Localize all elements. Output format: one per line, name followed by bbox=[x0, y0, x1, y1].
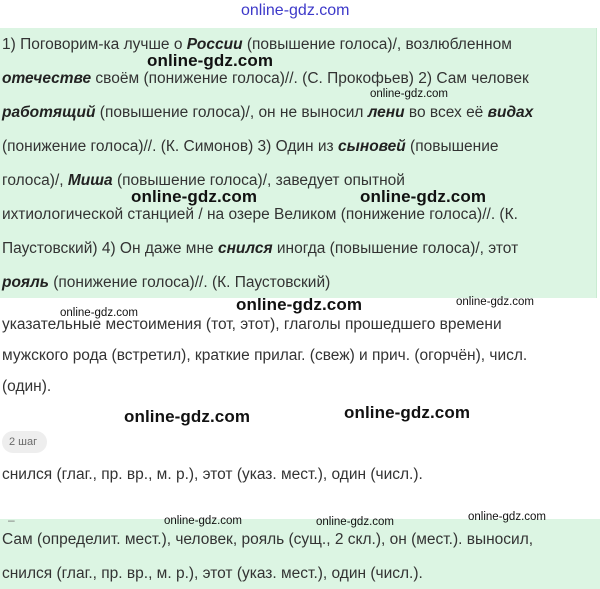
text-line bbox=[2, 530, 533, 550]
text-segment: (повышение голоса)/, он не выносил bbox=[95, 104, 368, 121]
watermark: online-gdz.com bbox=[316, 516, 394, 528]
text-segment: ихтиологической станцией / на озере Великом (понижение голоса)//. (К. bbox=[2, 206, 518, 223]
text-segment: своём (понижение голоса)//. (С. Прокофьев) 2) Сам человек bbox=[91, 70, 529, 87]
watermark: online-gdz.com bbox=[370, 88, 448, 100]
emphasized-word: работящий bbox=[2, 104, 96, 121]
text-line bbox=[2, 273, 330, 293]
emphasized-word: лени bbox=[367, 104, 405, 121]
step-marker: – bbox=[8, 513, 15, 527]
text-line bbox=[2, 239, 518, 259]
text-line bbox=[2, 103, 533, 123]
text-segment: (повышение голоса)/, заведует опытной bbox=[112, 172, 405, 189]
watermark: online-gdz.com bbox=[360, 187, 487, 206]
text-segment: (понижение голоса)//. (К. Симонов) 3) Один из bbox=[2, 138, 338, 155]
text-segment: (повышение голоса)/, возлюбленном bbox=[242, 36, 512, 53]
watermark: online-gdz.com bbox=[131, 187, 258, 206]
watermark: online-gdz.com bbox=[60, 307, 138, 319]
text-segment: снился (глаг., пр. вр., м. р.), этот (указ. мест.), один (числ.). bbox=[2, 466, 423, 483]
text-line bbox=[2, 465, 423, 485]
text-segment: (повышение bbox=[405, 138, 499, 155]
watermark: online-gdz.com bbox=[164, 515, 242, 527]
watermark: online-gdz.com bbox=[124, 407, 251, 426]
step-badge: 2 шаг bbox=[2, 431, 47, 453]
emphasized-word: снился bbox=[217, 240, 273, 257]
text-segment: снился (глаг., пр. вр., м. р.), этот (указ. мест.), один (числ.). bbox=[2, 565, 423, 582]
emphasized-word: сыновей bbox=[337, 138, 406, 155]
watermark: online-gdz.com bbox=[147, 51, 274, 70]
emphasized-word: отечестве bbox=[2, 70, 92, 87]
text-segment: указательные местоимения (тот, этот), глаголы прошедшего времени bbox=[2, 316, 502, 333]
text-segment: иногда (повышение голоса)/, этот bbox=[272, 240, 519, 257]
text-line bbox=[2, 346, 527, 366]
watermark: online-gdz.com bbox=[468, 511, 546, 523]
header-watermark[interactable]: online-gdz.com bbox=[241, 2, 350, 19]
text-segment: голоса)/, bbox=[2, 172, 68, 189]
text-segment: во всех её bbox=[404, 104, 488, 121]
text-segment: (один). bbox=[2, 378, 52, 395]
text-segment: мужского рода (встретил), краткие прилаг. (свеж) и прич. (огорчён), числ. bbox=[2, 347, 528, 364]
watermark: online-gdz.com bbox=[236, 295, 363, 314]
emphasized-word: видах bbox=[487, 104, 534, 121]
text-segment: (понижение голоса)//. (К. Паустовский) bbox=[48, 274, 331, 291]
text-segment: 1) Поговорим-ка лучше о bbox=[2, 36, 187, 53]
text-line bbox=[2, 377, 51, 397]
watermark: online-gdz.com bbox=[456, 296, 534, 308]
text-line bbox=[2, 564, 423, 584]
text-line bbox=[2, 205, 518, 225]
emphasized-word: России bbox=[186, 36, 243, 53]
watermark: online-gdz.com bbox=[344, 403, 471, 422]
text-segment: Сам (определит. мест.), человек, рояль (сущ., 2 скл.), он (мест.). выносил, bbox=[2, 531, 534, 548]
text-line bbox=[2, 137, 499, 157]
text-segment: Паустовский) 4) Он даже мне bbox=[2, 240, 218, 257]
text-line bbox=[2, 69, 529, 89]
emphasized-word: Миша bbox=[67, 172, 113, 189]
emphasized-word: рояль bbox=[2, 274, 49, 291]
